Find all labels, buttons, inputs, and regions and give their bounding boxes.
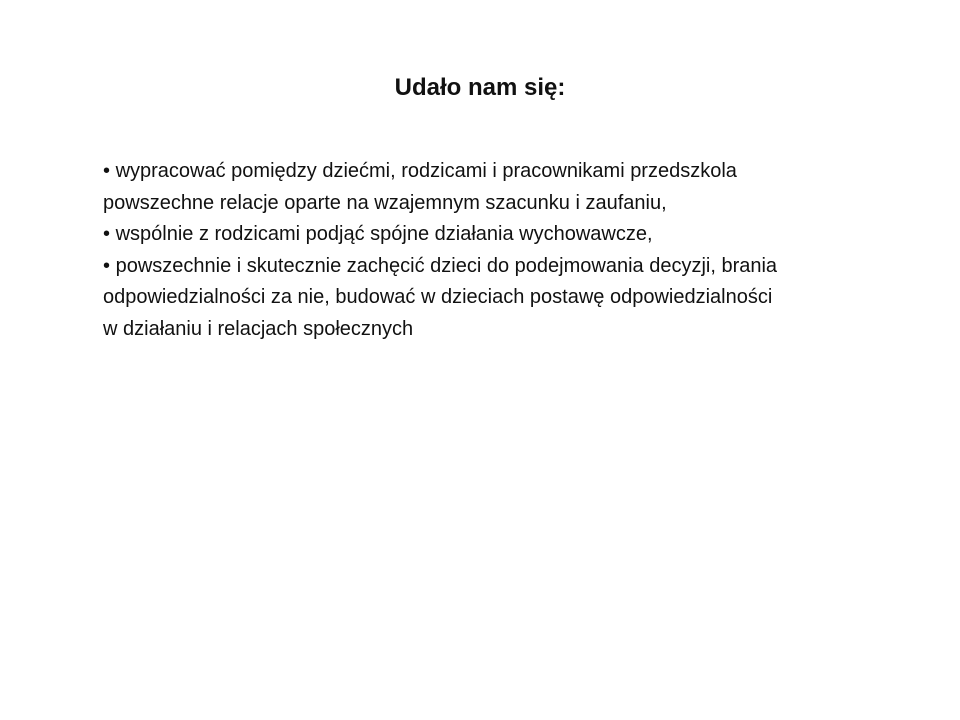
bullet-text: wspólnie z rodzicami podjąć spójne działania wychowawcze, [115,223,653,245]
bullet-list [103,156,783,345]
bullet-item [103,251,783,346]
slide-title: Udało nam się: [394,74,566,101]
bullet-icon: • [103,160,111,182]
bullet-icon: • [103,223,111,245]
bullet-item [103,156,783,219]
bullet-text: powszechnie i skutecznie zachęcić dzieci do podejmowania decyzji, brania odpowiedzialności za nie, budować w dzieciach postawę odpowiedzialności w działaniu i relacjach społecznych [103,254,778,340]
bullet-item [103,219,783,251]
bullet-text: wypracować pomiędzy dziećmi, rodzicami i pracownikami przedszkola powszechne relacje oparte na wzajemnym szacunku i zaufaniu, [103,160,737,214]
bullet-icon: • [103,254,111,277]
